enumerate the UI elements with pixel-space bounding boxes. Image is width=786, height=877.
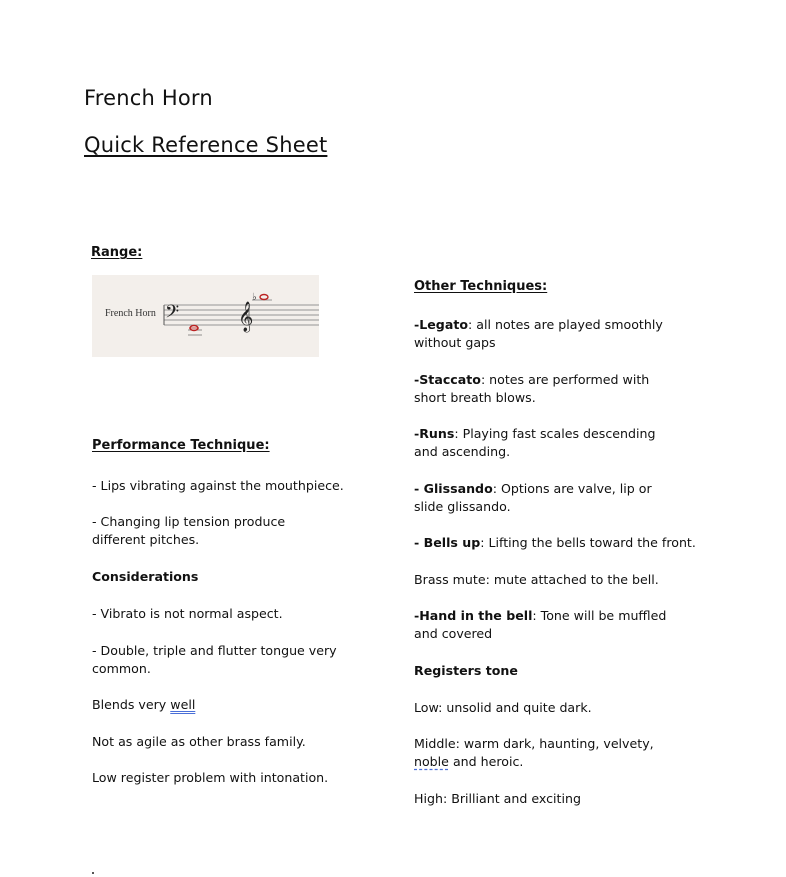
staccato-prefix: - xyxy=(414,372,420,387)
glissando-term: Glissando xyxy=(423,481,493,496)
register-low: Low: unsolid and quite dark. xyxy=(414,700,592,715)
range-staff-svg xyxy=(92,275,319,357)
glissando-text: : Options are valve, lip or slide glissando. xyxy=(414,481,652,514)
registers-heading: Registers tone xyxy=(414,663,518,678)
blends-line xyxy=(92,696,352,714)
range-staff-image xyxy=(92,275,319,357)
runs-text: : Playing fast scales descending and ascending. xyxy=(414,426,656,459)
page-dot xyxy=(92,872,94,874)
cons-item-1: - Vibrato is not normal aspect. xyxy=(92,606,283,621)
range-heading: Range: xyxy=(91,245,143,260)
hand-in-bell-item xyxy=(414,607,679,643)
register-middle-end: and heroic. xyxy=(448,754,524,769)
legato-item xyxy=(414,316,704,352)
agile-line: Not as agile as other brass family. xyxy=(92,734,306,749)
bells-up-prefix: - xyxy=(414,535,424,550)
register-high: High: Brilliant and exciting xyxy=(414,791,581,806)
legato-prefix: - xyxy=(414,317,420,332)
perf-item-2: - Changing lip tension produce different pitches. xyxy=(92,514,286,547)
hand-in-bell-text: : Tone will be muffled and covered xyxy=(414,608,667,641)
legato-text: : all notes are played smoothly without gaps xyxy=(414,317,663,350)
noble-spellcheck-word[interactable]: noble xyxy=(414,754,449,769)
runs-prefix: - xyxy=(414,426,420,441)
document-title: French Horn xyxy=(84,86,213,110)
high-note-icon xyxy=(260,295,268,300)
document-subtitle: Quick Reference Sheet xyxy=(84,133,328,157)
legato-term: Legato xyxy=(419,317,468,332)
register-middle xyxy=(414,735,689,771)
runs-term: Runs xyxy=(419,426,455,441)
staccato-item xyxy=(414,371,674,407)
runs-item xyxy=(414,425,669,461)
hand-in-bell-term: Hand in the bell xyxy=(419,608,533,623)
performance-heading: Performance Technique: xyxy=(92,438,270,453)
other-techniques-heading: Other Techniques: xyxy=(414,279,548,294)
staccato-text: : notes are performed with short breath blows. xyxy=(414,372,650,405)
bells-up-item xyxy=(414,534,704,552)
bells-up-text: : Lifting the bells toward the front. xyxy=(480,535,696,550)
blends-text: Blends very xyxy=(92,697,171,712)
glissando-prefix: - xyxy=(414,481,424,496)
glissando-item xyxy=(414,480,674,516)
cons-item-2: - Double, triple and flutter tongue very common. xyxy=(92,643,337,676)
bass-clef-icon: 𝄢 xyxy=(165,302,180,327)
flat-sign-icon: ♭ xyxy=(252,292,257,303)
blends-spellcheck-word[interactable]: well xyxy=(170,697,196,712)
register-middle-text: Middle: warm dark, haunting, velvety, xyxy=(414,736,654,751)
brass-mute-item: Brass mute: mute attached to the bell. xyxy=(414,572,659,587)
considerations-heading: Considerations xyxy=(92,569,199,584)
range-image-label: French Horn xyxy=(105,308,156,319)
perf-item-1: - Lips vibrating against the mouthpiece. xyxy=(92,478,344,493)
bells-up-term: Bells up xyxy=(423,535,481,550)
low-register-line: Low register problem with intonation. xyxy=(92,770,329,785)
staccato-term: Staccato xyxy=(419,372,481,387)
hand-in-bell-prefix: - xyxy=(414,608,420,623)
treble-clef-icon: 𝄞 xyxy=(238,302,254,332)
